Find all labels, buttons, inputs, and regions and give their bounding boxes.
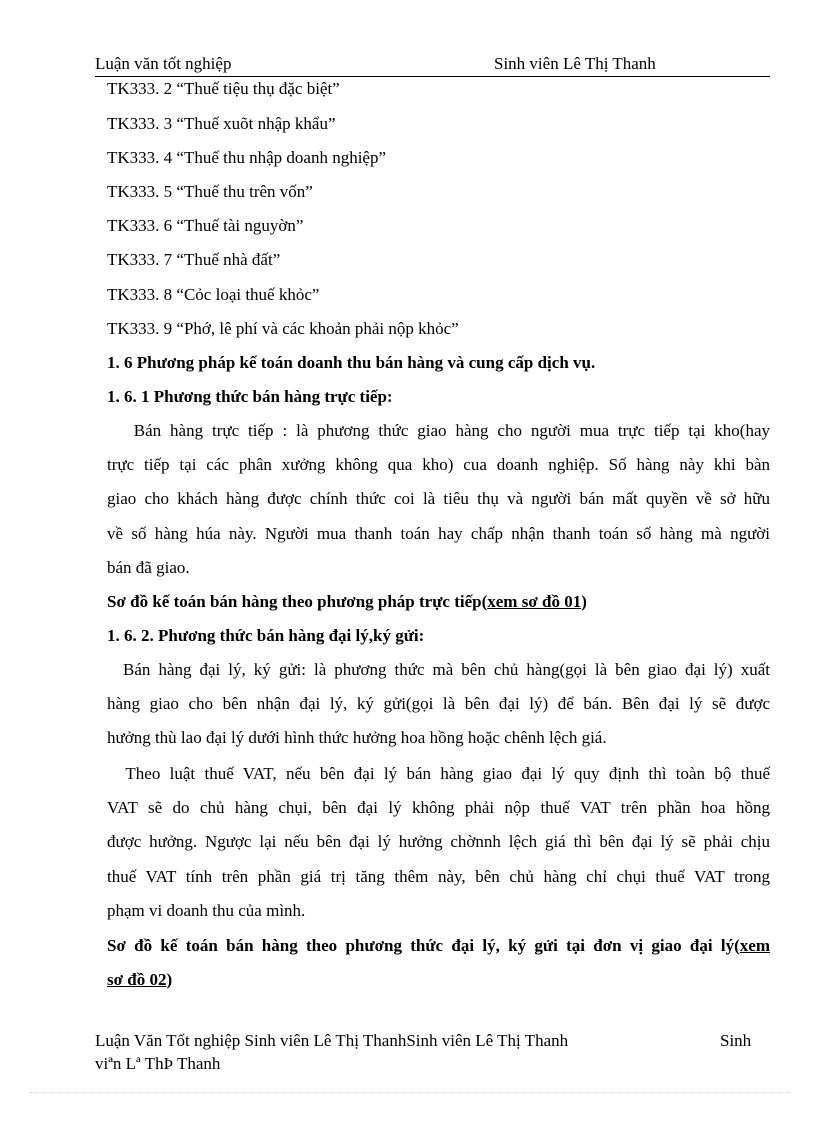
diagram-01-close: ) <box>581 592 587 611</box>
header-author: Sinh viên Lê Thị Thanh <box>494 54 656 73</box>
diagram-02-text: Sơ đồ kế toán bán hàng theo phương thức đại lý, ký gửi tại đơn vị giao đại lý( <box>107 936 740 955</box>
paragraph-vat <box>107 757 770 928</box>
footer-line2: viªn Lª ThÞ Thanh <box>95 1054 221 1073</box>
diagram-01-link[interactable]: xem sơ đồ 01 <box>487 592 582 611</box>
paragraph-line: Bán hàng trực tiếp : là phương thức giao hàng cho người mua trực tiếp tại kho(hay <box>107 421 770 440</box>
diagram-02-close: ) <box>166 970 173 990</box>
account-line: TK333. 6 “Thuế tài nguyờn” <box>107 216 304 235</box>
paragraph-line: Theo luật thuế VAT, nếu bên đại lý bán hàng giao đại lý quy định thì toàn bộ thuế <box>107 764 770 783</box>
paragraph-line: VAT sẽ do chủ hàng chụi, bên đại lý không phải nộp thuế VAT trên phần hoa hồng <box>107 798 770 818</box>
paragraph-line: trực tiếp tại các phân xưởng không qua kho) cua doanh nghiệp. Số hàng này khi bàn <box>107 455 770 475</box>
paragraph-direct-sales <box>107 414 770 585</box>
paragraph-line: về số hàng húa này. Người mua thanh toán hay chấp nhận thanh toán số hàng mà người <box>107 523 770 543</box>
paragraph-line: phạm vi doanh thu của mình. <box>107 900 306 920</box>
diagram-02-line1 <box>107 929 770 963</box>
diagram-02-link-part1[interactable]: xem <box>739 936 770 955</box>
paragraph-line: thuế VAT tính trên phần giá trị tăng thêm này, bên chủ hàng chỉ chụi thuế VAT trong <box>107 866 770 886</box>
paragraph-line: hàng giao cho bên nhận đại lý, ký gửi(gọi là bên đại lý) để bán. Bên đại lý sẽ được <box>107 694 770 714</box>
account-line: TK333. 7 “Thuế nhà đất” <box>107 250 281 269</box>
paragraph-line: hưởng thù lao đại lý dưới hình thức hưởng hoa hồng hoặc chênh lệch giá. <box>107 728 607 748</box>
account-line: TK333. 5 “Thuế thu trên vốn” <box>107 182 313 201</box>
diagram-01-caption <box>107 592 587 612</box>
section-heading-1-6-1: 1. 6. 1 Phương thức bán hàng trực tiếp: <box>107 387 393 406</box>
account-line: TK333. 2 “Thuế tiệu thụ đặc biệt” <box>107 79 340 98</box>
diagram-01-text: Sơ đồ kế toán bán hàng theo phương pháp trực tiếp( <box>107 592 488 611</box>
paragraph-line: Bán hàng đại lý, ký gửi: là phương thức mà bên chủ hàng(gọi là bên giao đại lý) xuất <box>107 660 770 679</box>
account-line: TK333. 9 “Phớ, lê phí và các khoản phải nộp khỏc” <box>107 319 459 338</box>
account-line: TK333. 8 “Cỏc loại thuế khỏc” <box>107 285 320 304</box>
account-line: TK333. 4 “Thuế thu nhập doanh nghiệp” <box>107 148 387 167</box>
paragraph-line: giao cho khách hàng được chính thức coi là tiêu thụ và người bán mất quyền về sở hữu <box>107 489 770 509</box>
diagram-02-caption <box>107 929 770 997</box>
paragraph-line: được hưởng. Ngược lại nếu bên đại lý hưởng chờnnh lệch giá thì bên đại lý sẽ phải chịu <box>107 832 770 852</box>
header-title: Luận văn tốt nghiệp <box>95 54 232 73</box>
footer-line1-right: Sinh <box>720 1031 752 1050</box>
paragraph-agent-sales <box>107 653 770 756</box>
paragraph-line: bán đã giao. <box>107 557 190 577</box>
section-heading-1-6: 1. 6 Phương pháp kế toán doanh thu bán hàng và cung cấp dịch vụ. <box>107 353 596 372</box>
account-line: TK333. 3 “Thuế xuõt nhập khẩu” <box>107 114 336 133</box>
section-heading-1-6-2: 1. 6. 2. Phương thức bán hàng đại lý,ký gửi: <box>107 626 425 645</box>
diagram-02-link-part2[interactable]: sơ đồ 02 <box>107 970 167 990</box>
footer-line1: Luận Văn Tốt nghiệp Sinh viên Lê Thị ThanhSinh viên Lê Thị Thanh <box>95 1031 569 1050</box>
page-header <box>95 52 770 77</box>
diagram-02-line2 <box>107 963 770 997</box>
page-bottom-divider <box>30 1092 790 1093</box>
